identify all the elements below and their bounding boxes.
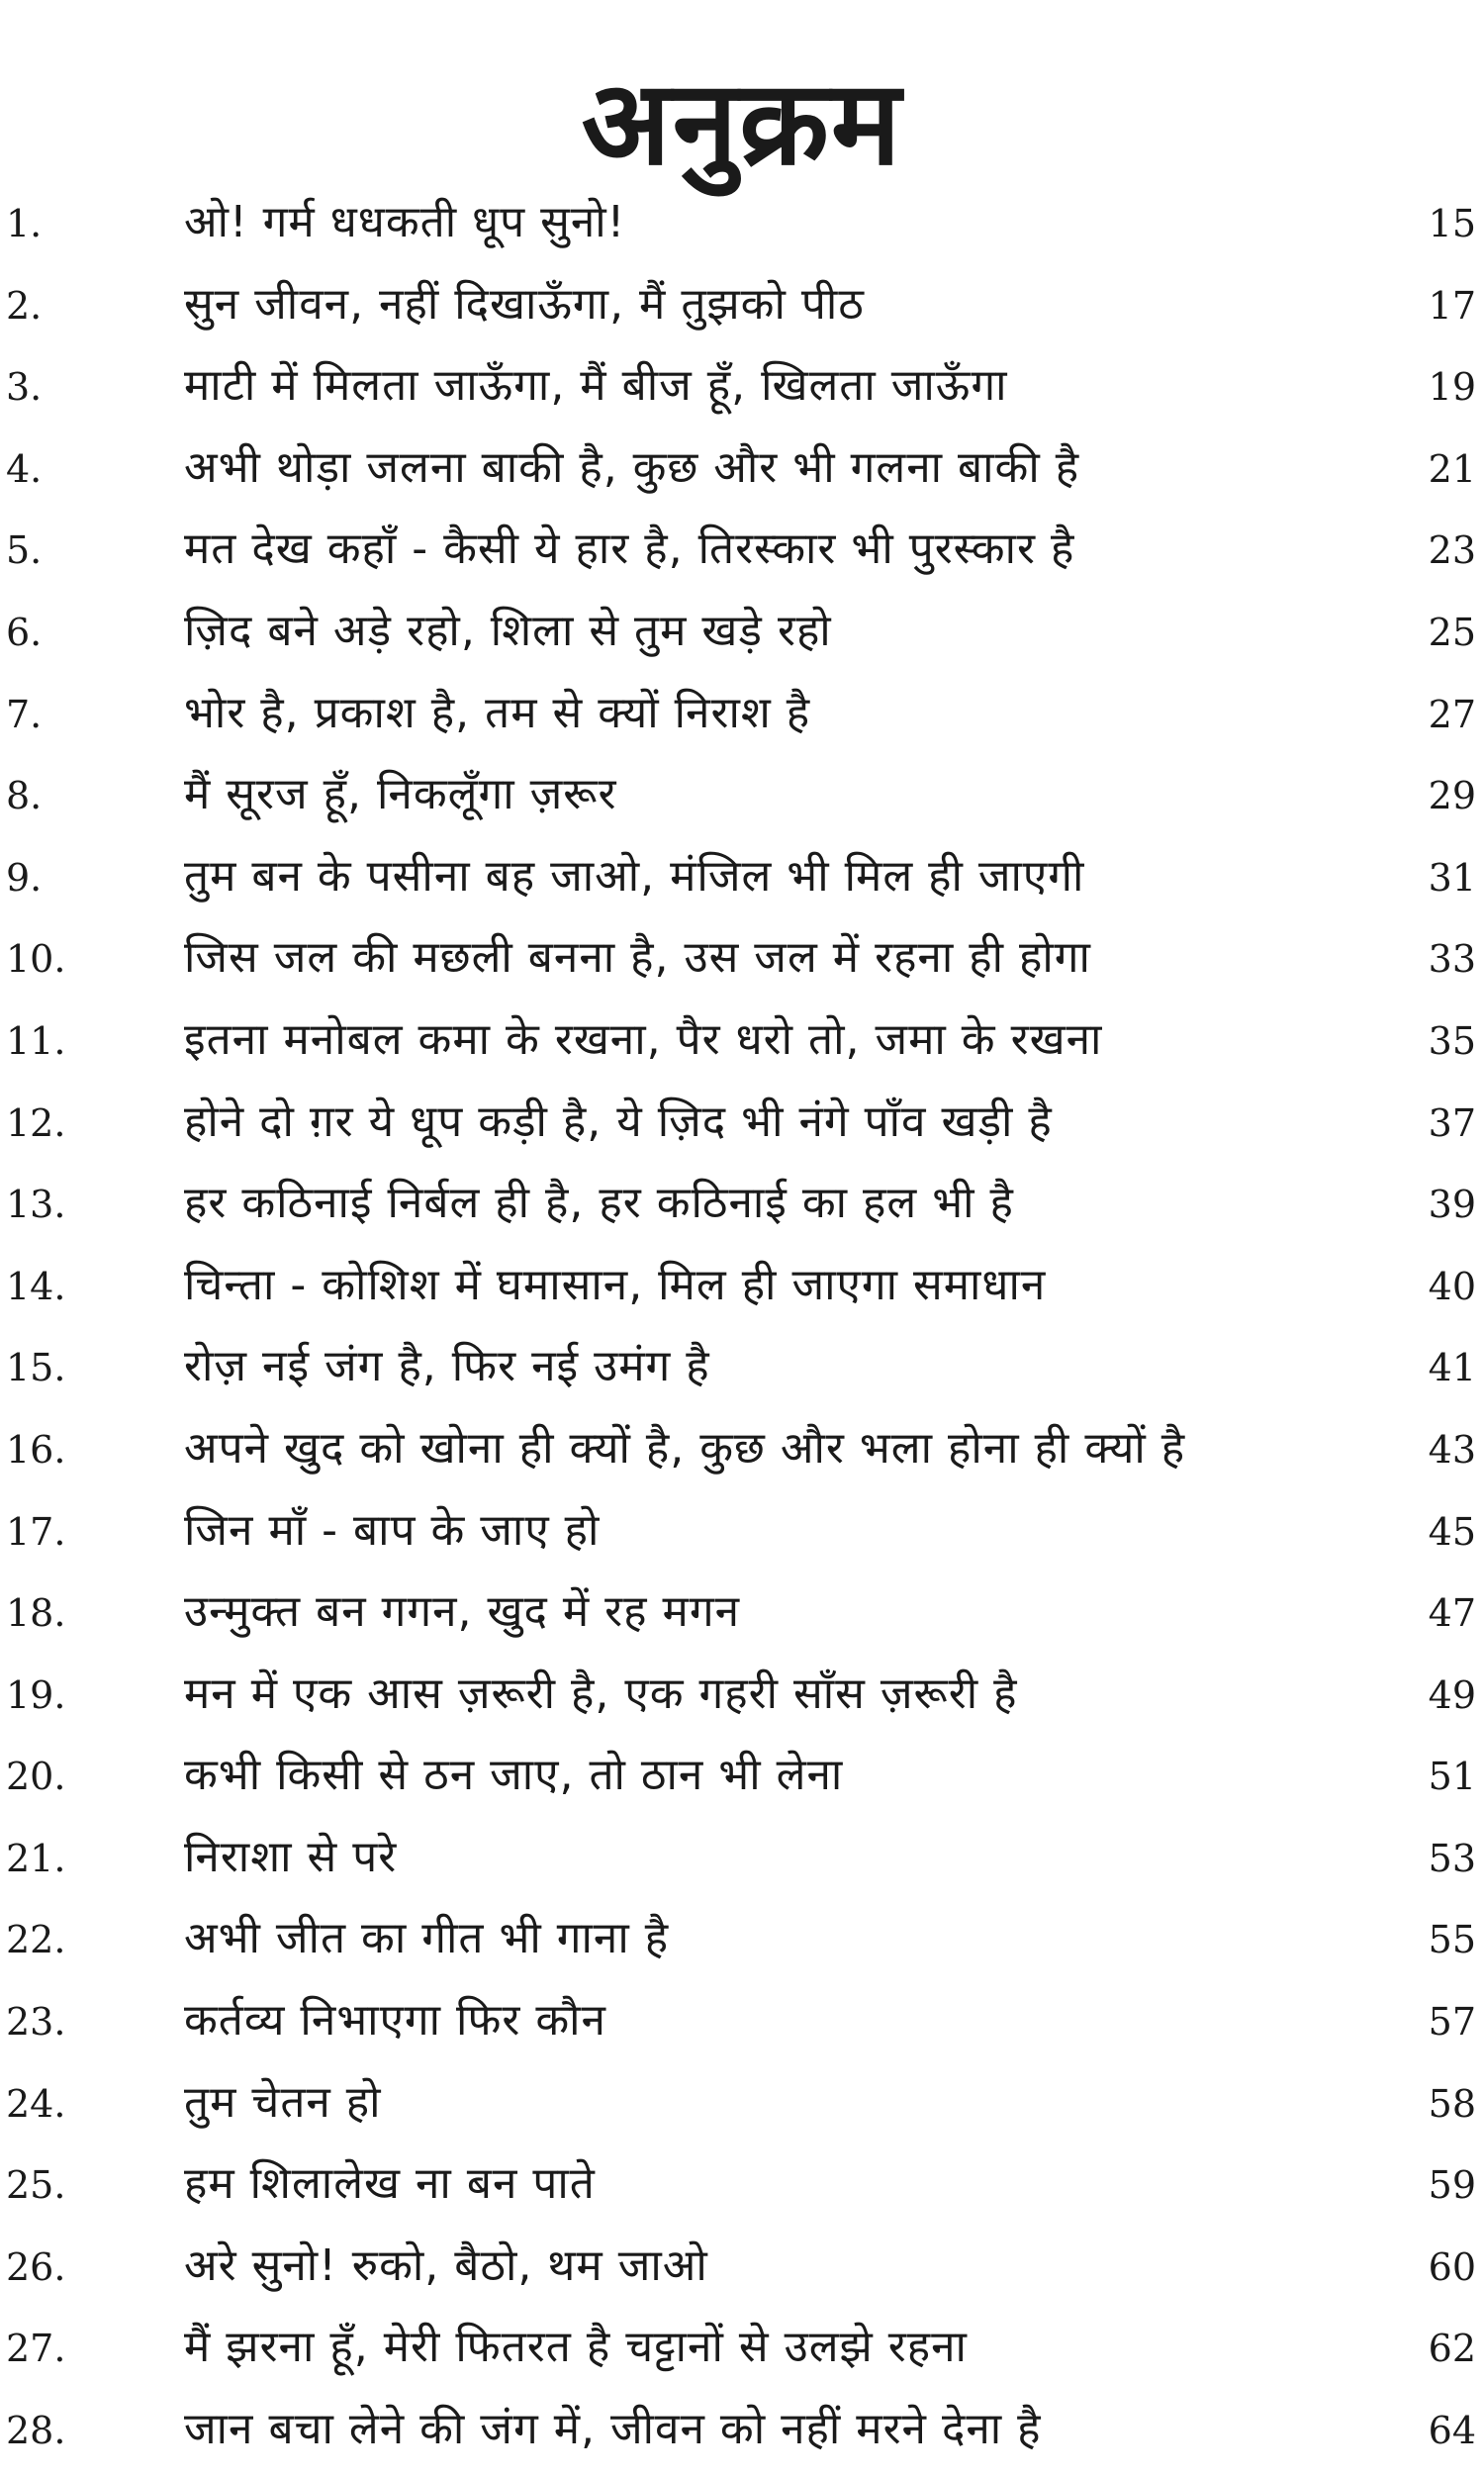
- entry-page-number: 17: [1428, 283, 1476, 328]
- entry-number: 4.: [6, 446, 43, 491]
- entry-number: 25.: [6, 2163, 66, 2208]
- entry-page-number: 43: [1428, 1427, 1476, 1472]
- entry-title: अरे सुनो! रुको, बैठो, थम जाओ: [184, 2239, 708, 2291]
- entry-page-number: 53: [1428, 1836, 1476, 1880]
- entry-title: अभी जीत का गीत भी गाना है: [184, 1913, 670, 1964]
- toc-entry: [0, 1251, 1484, 1333]
- entry-number: 28.: [6, 2409, 66, 2453]
- entry-page-number: 15: [1428, 202, 1476, 245]
- entry-page-number: 64: [1428, 2409, 1476, 2453]
- entry-title: अपने खुद को खोना ही क्यों है, कुछ और भला होना ही क्यों है: [184, 1422, 1186, 1474]
- toc-entry: [0, 1332, 1484, 1414]
- entry-title: सुन जीवन, नहीं दिखाऊँगा, मैं तुझको पीठ: [184, 278, 865, 330]
- toc-entry: [0, 1169, 1484, 1251]
- table-of-contents: [0, 188, 1484, 2477]
- entry-title: भोर है, प्रकाश है, तम से क्यों निराश है: [184, 687, 811, 738]
- entry-page-number: 21: [1428, 446, 1476, 491]
- entry-title: हम शिलालेख ना बन पाते: [184, 2158, 596, 2210]
- toc-entry: [0, 1414, 1484, 1496]
- entry-page-number: 55: [1428, 1918, 1476, 1962]
- entry-number: 9.: [6, 855, 43, 900]
- toc-entry: [0, 2068, 1484, 2150]
- entry-number: 19.: [6, 1672, 66, 1717]
- entry-number: 1.: [6, 202, 43, 245]
- toc-entry: [0, 1496, 1484, 1578]
- entry-title: मैं सूरज हूँ, निकलूँगा ज़रूर: [184, 769, 617, 820]
- entry-title: चिन्ता - कोशिश में घमासान, मिल ही जाएगा समाधान: [184, 1259, 1047, 1310]
- toc-entry: [0, 2313, 1484, 2395]
- toc-entry: [0, 1986, 1484, 2068]
- entry-number: 13.: [6, 1183, 66, 1227]
- entry-number: 22.: [6, 1918, 66, 1962]
- entry-number: 5.: [6, 528, 43, 573]
- entry-page-number: 49: [1428, 1672, 1476, 1717]
- entry-title: जिन माँ - बाप के जाए हो: [184, 1504, 601, 1556]
- entry-page-number: 31: [1428, 855, 1476, 900]
- toc-entry: [0, 351, 1484, 433]
- toc-entry: [0, 760, 1484, 842]
- toc-entry: [0, 842, 1484, 924]
- page-title: अनुक्रम: [581, 54, 903, 192]
- entry-title: निराशा से परे: [184, 1831, 398, 1882]
- entry-page-number: 41: [1428, 1346, 1476, 1390]
- entry-page-number: 27: [1428, 692, 1476, 736]
- entry-page-number: 29: [1428, 774, 1476, 818]
- entry-title: ज़िद बने अड़े रहो, शिला से तुम खड़े रहो: [184, 605, 832, 656]
- toc-entry: [0, 597, 1484, 679]
- entry-page-number: 25: [1428, 610, 1476, 654]
- entry-page-number: 23: [1428, 528, 1476, 573]
- entry-title: कभी किसी से ठन जाए, तो ठान भी लेना: [184, 1750, 844, 1801]
- entry-number: 6.: [6, 610, 43, 654]
- entry-page-number: 45: [1428, 1509, 1476, 1554]
- entry-page-number: 57: [1428, 2000, 1476, 2045]
- entry-number: 21.: [6, 1836, 66, 1880]
- entry-title: उन्मुक्त बन गगन, खुद में रह मगन: [184, 1586, 741, 1638]
- entry-page-number: 62: [1428, 2327, 1476, 2371]
- entry-title: अभी थोड़ा जलना बाकी है, कुछ और भी गलना बाकी है: [184, 441, 1080, 493]
- entry-number: 27.: [6, 2327, 66, 2371]
- entry-number: 18.: [6, 1591, 66, 1636]
- entry-title: रोज़ नई जंग है, फिर नई उमंग है: [184, 1341, 710, 1392]
- entry-title: मैं झरना हूँ, मेरी फितरत है चट्टानों से उलझे रहना: [184, 2322, 968, 2373]
- toc-entry: [0, 1904, 1484, 1986]
- entry-title: जिस जल की मछली बनना है, उस जल में रहना ही होगा: [184, 932, 1091, 984]
- toc-entry: [0, 2149, 1484, 2232]
- toc-entry: [0, 270, 1484, 352]
- entry-number: 26.: [6, 2244, 66, 2289]
- entry-title: होने दो ग़र ये धूप कड़ी है, ये ज़िद भी नंगे पाँव खड़ी है: [184, 1096, 1053, 1147]
- toc-entry: [0, 1088, 1484, 1170]
- toc-entry: [0, 433, 1484, 516]
- entry-page-number: 47: [1428, 1591, 1476, 1636]
- entry-title: कर्तव्य निभाएगा फिर कौन: [184, 1995, 606, 2047]
- entry-number: 2.: [6, 283, 43, 328]
- toc-entry: [0, 2232, 1484, 2314]
- entry-number: 14.: [6, 1264, 66, 1308]
- toc-entry: [0, 2395, 1484, 2477]
- entry-page-number: 35: [1428, 1018, 1476, 1063]
- toc-entry: [0, 515, 1484, 597]
- entry-page-number: 33: [1428, 937, 1476, 982]
- entry-number: 23.: [6, 2000, 66, 2045]
- entry-title: हर कठिनाई निर्बल ही है, हर कठिनाई का हल भी है: [184, 1178, 1014, 1229]
- toc-entry: [0, 1660, 1484, 1742]
- entry-page-number: 60: [1428, 2244, 1476, 2289]
- entry-page-number: 58: [1428, 2081, 1476, 2126]
- entry-number: 20.: [6, 1755, 66, 1799]
- entry-title: तुम चेतन हो: [184, 2076, 382, 2128]
- entry-page-number: 51: [1428, 1755, 1476, 1799]
- entry-number: 7.: [6, 692, 43, 736]
- entry-title: मन में एक आस ज़रूरी है, एक गहरी साँस ज़रूरी है: [184, 1667, 1018, 1719]
- toc-entry: [0, 679, 1484, 761]
- entry-number: 17.: [6, 1509, 66, 1554]
- entry-page-number: 40: [1428, 1264, 1476, 1308]
- toc-entry: [0, 1577, 1484, 1660]
- entry-title: माटी में मिलता जाऊँगा, मैं बीज हूँ, खिलता जाऊँगा: [184, 360, 1008, 412]
- entry-page-number: 39: [1428, 1183, 1476, 1227]
- toc-entry: [0, 923, 1484, 1005]
- entry-number: 16.: [6, 1427, 66, 1472]
- entry-number: 3.: [6, 365, 43, 410]
- entry-page-number: 37: [1428, 1100, 1476, 1145]
- entry-page-number: 59: [1428, 2163, 1476, 2208]
- entry-title: जान बचा लेने की जंग में, जीवन को नहीं मरने देना है: [184, 2404, 1042, 2455]
- entry-title: इतना मनोबल कमा के रखना, पैर धरो तो, जमा के रखना: [184, 1013, 1103, 1065]
- entry-title: मत देख कहाँ - कैसी ये हार है, तिरस्कार भी पुरस्कार है: [184, 524, 1075, 575]
- entry-title: ओ! गर्म धधकती धूप सुनो!: [184, 197, 626, 247]
- entry-title: तुम बन के पसीना बह जाओ, मंजिल भी मिल ही जाएगी: [184, 850, 1085, 902]
- entry-number: 12.: [6, 1100, 66, 1145]
- entry-number: 15.: [6, 1346, 66, 1390]
- entry-number: 10.: [6, 937, 66, 982]
- entry-number: 8.: [6, 774, 43, 818]
- entry-page-number: 19: [1428, 365, 1476, 410]
- toc-entry: [0, 188, 1484, 270]
- toc-entry: [0, 1005, 1484, 1088]
- toc-entry: [0, 1741, 1484, 1823]
- toc-entry: [0, 1823, 1484, 1905]
- entry-number: 24.: [6, 2081, 66, 2126]
- entry-number: 11.: [6, 1018, 66, 1063]
